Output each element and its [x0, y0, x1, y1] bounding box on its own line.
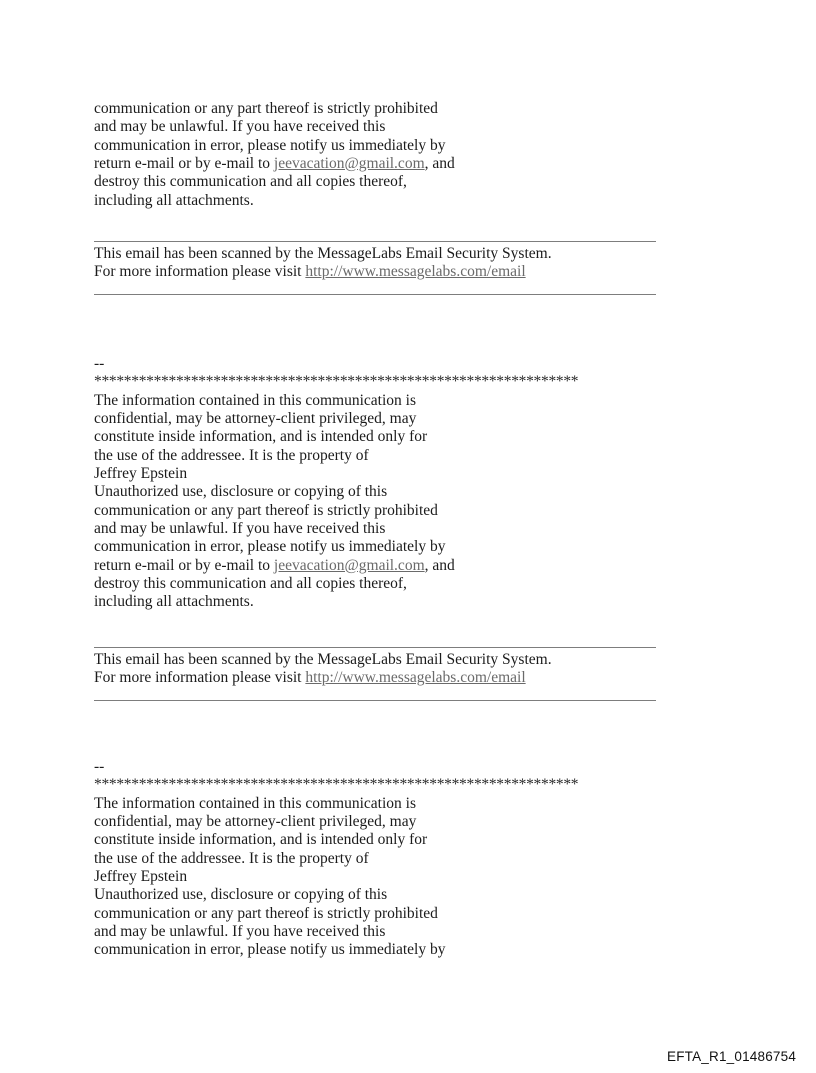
messagelabs-notice-2 [94, 647, 656, 701]
messagelabs-link[interactable]: http://www.messagelabs.com/email [305, 263, 526, 281]
disclaimer-line: The information contained in this communication is [94, 794, 416, 812]
messagelabs-link[interactable]: http://www.messagelabs.com/email [305, 669, 526, 687]
disclaimer-email-line [94, 155, 455, 173]
scanner-line-prefix: For more information please visit [94, 669, 306, 687]
email-line-prefix: return e-mail or by e-mail to [94, 556, 274, 574]
disclaimer-line: and may be unlawful. If you have received this [94, 118, 386, 136]
email-signature-1 [94, 355, 578, 612]
disclaimer-line: and may be unlawful. If you have received this [94, 519, 386, 537]
disclaimer-line: constitute inside information, and is intended only for [94, 831, 428, 849]
scanner-line: This email has been scanned by the MessageLabs Email Security System. [94, 245, 552, 262]
disclaimer-line: including all attachments. [94, 593, 254, 611]
disclaimer-line: The information contained in this communication is [94, 391, 416, 409]
disclaimer-line: confidential, may be attorney-client privileged, may [94, 812, 417, 830]
disclaimer-line: communication in error, please notify us immediately by [94, 136, 446, 154]
disclaimer-line: communication in error, please notify us immediately by [94, 538, 446, 556]
signature-dashes: -- [94, 758, 105, 775]
email-line-suffix: , and [424, 556, 455, 574]
email-line-prefix: return e-mail or by e-mail to [94, 154, 274, 172]
disclaimer-fragment-top [94, 100, 455, 210]
disclaimer-line: and may be unlawful. If you have received this [94, 922, 386, 940]
scanner-link-line [94, 263, 656, 281]
disclaimer-line: the use of the addressee. It is the property of [94, 446, 369, 464]
signature-dashes: -- [94, 355, 105, 372]
disclaimer-line: Unauthorized use, disclosure or copying of this [94, 483, 388, 501]
disclaimer-line: constitute inside information, and is intended only for [94, 428, 428, 446]
disclaimer-line: communication in error, please notify us immediately by [94, 941, 446, 959]
disclaimer-line: Unauthorized use, disclosure or copying of this [94, 886, 388, 904]
disclaimer-line: Jeffrey Epstein [94, 464, 188, 482]
disclaimer-line: communication or any part thereof is strictly prohibited [94, 100, 438, 117]
signature-asterisk-divider: ***************************************************************** [94, 373, 579, 391]
disclaimer-line: communication or any part thereof is strictly prohibited [94, 501, 438, 519]
bates-number: EFTA_R1_01486754 [667, 1049, 797, 1064]
signature-asterisk-divider: ***************************************************************** [94, 776, 579, 794]
disclaimer-line: communication or any part thereof is strictly prohibited [94, 904, 438, 922]
messagelabs-notice-1 [94, 241, 656, 295]
disclaimer-line: confidential, may be attorney-client privileged, may [94, 409, 417, 427]
email-signature-2 [94, 758, 578, 960]
disclaimer-line: the use of the addressee. It is the property of [94, 849, 369, 867]
scanner-line-prefix: For more information please visit [94, 263, 306, 281]
jeevacation-email-link[interactable]: jeevacation@gmail.com [273, 556, 425, 574]
disclaimer-line: Jeffrey Epstein [94, 867, 188, 885]
scanner-line: This email has been scanned by the MessageLabs Email Security System. [94, 651, 552, 668]
scanner-link-line [94, 669, 656, 687]
disclaimer-line: destroy this communication and all copies thereof, [94, 173, 407, 191]
email-line-suffix: , and [424, 154, 455, 172]
jeevacation-email-link[interactable]: jeevacation@gmail.com [273, 154, 425, 172]
disclaimer-line: destroy this communication and all copies thereof, [94, 574, 407, 592]
disclaimer-line: including all attachments. [94, 191, 254, 209]
disclaimer-email-line [94, 557, 578, 575]
